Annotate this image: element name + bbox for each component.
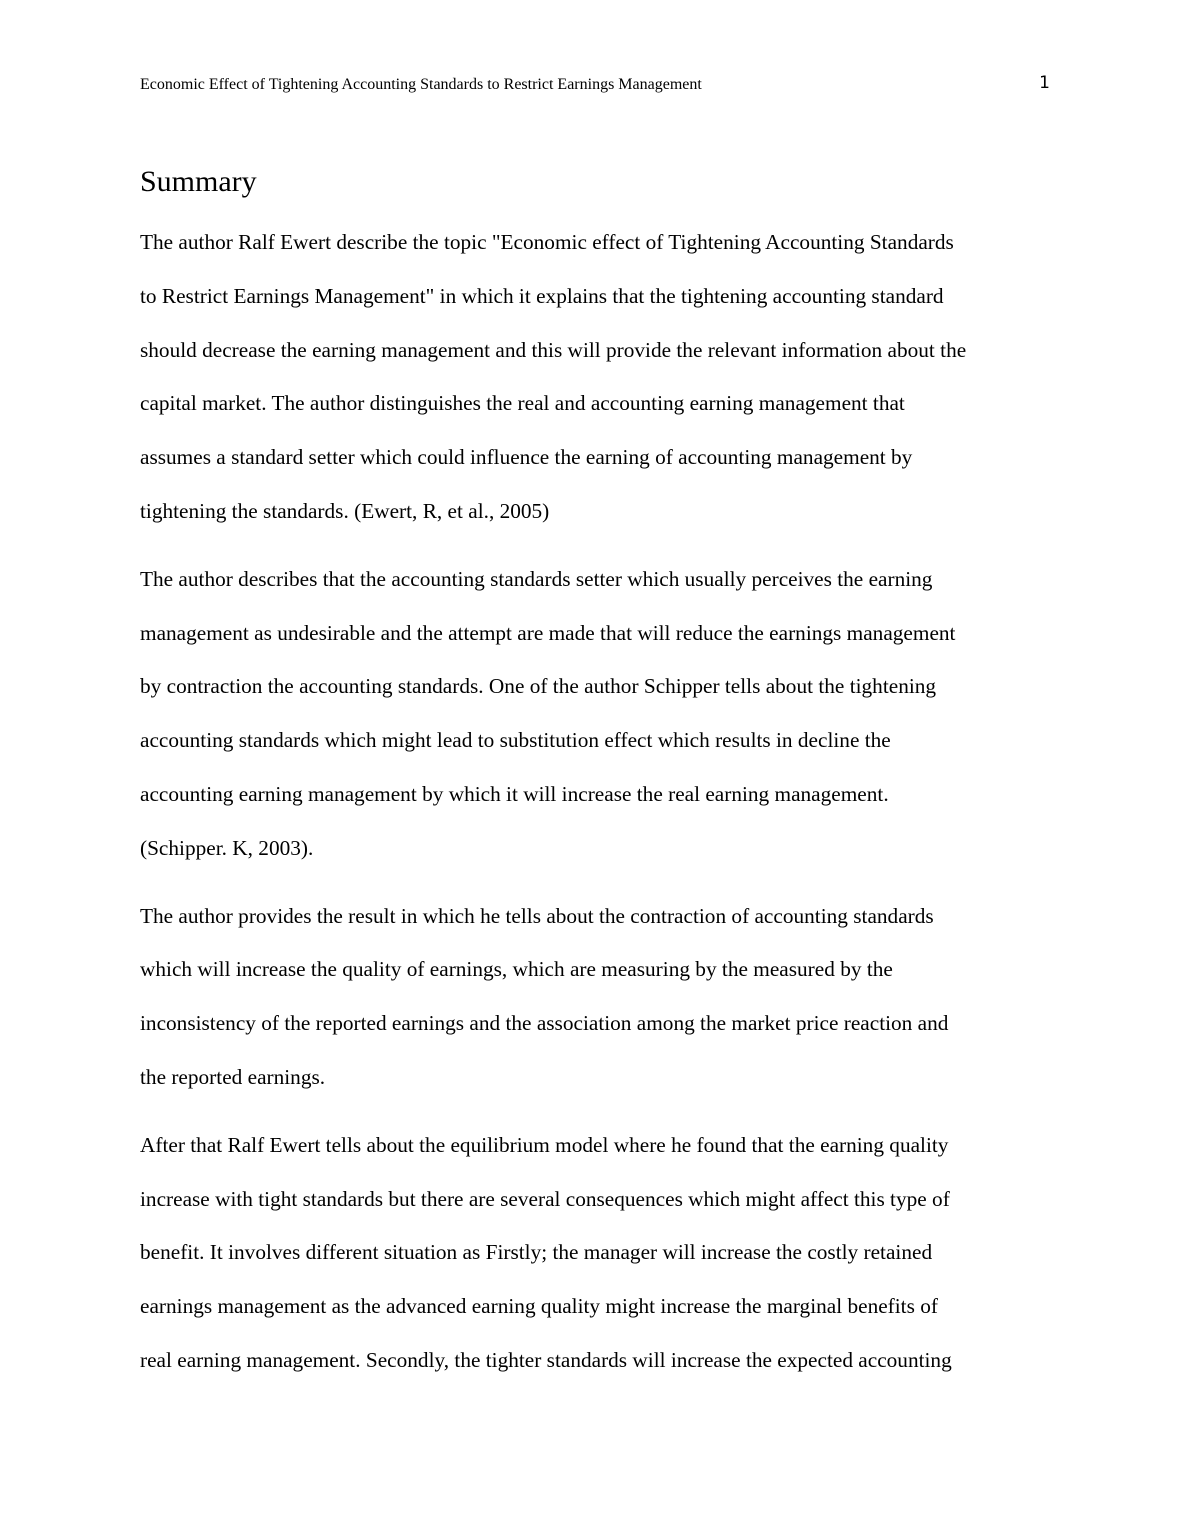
paragraph-3	[140, 890, 1052, 1105]
text-line: accounting earning management by which it will increase the real earning management.	[140, 781, 889, 806]
text-line: the reported earnings.	[140, 1064, 326, 1089]
text-line: The author describes that the accounting standards setter which usually perceives the earning	[140, 566, 933, 591]
paragraph-2	[140, 553, 1052, 876]
page-number: 1	[1039, 73, 1050, 93]
section-heading: Summary	[140, 165, 257, 198]
text-line: which will increase the quality of earnings, which are measuring by the measured by the	[140, 957, 893, 982]
text-line: The author Ralf Ewert describe the topic "Economic effect of Tightening Accounting Standards	[140, 230, 954, 254]
text-line: by contraction the accounting standards. One of the author Schipper tells about the tightening	[140, 674, 937, 699]
text-line: earnings management as the advanced earning quality might increase the marginal benefits of	[140, 1294, 938, 1319]
text-line: After that Ralf Ewert tells about the equilibrium model where he found that the earning quality	[140, 1132, 949, 1157]
text-line: to Restrict Earnings Management" in which it explains that the tightening accounting standard	[140, 283, 944, 308]
document-body	[140, 162, 1052, 1402]
paragraph-1	[140, 216, 1052, 539]
text-line: capital market. The author distinguishes the real and accounting earning management that	[140, 391, 905, 416]
text-line: accounting standards which might lead to substitution effect which results in decline the	[140, 728, 891, 753]
text-line: assumes a standard setter which could influence the earning of accounting management by	[140, 445, 913, 470]
text-line: increase with tight standards but there are several consequences which might affect this type of	[140, 1186, 950, 1211]
text-line: should decrease the earning management and this will provide the relevant information about the	[140, 337, 967, 362]
running-header-title: Economic Effect of Tightening Accounting Standards to Restrict Earnings Management	[140, 76, 702, 93]
text-line: The author provides the result in which he tells about the contraction of accounting standards	[140, 903, 934, 928]
text-line: benefit. It involves different situation as Firstly; the manager will increase the costly retained	[140, 1240, 933, 1265]
text-line: inconsistency of the reported earnings and the association among the market price reaction and	[140, 1011, 949, 1036]
text-line: management as undesirable and the attempt are made that will reduce the earnings management	[140, 620, 956, 645]
text-line: real earning management. Secondly, the tighter standards will increase the expected accounting	[140, 1347, 952, 1372]
text-line: tightening the standards. (Ewert, R, et al., 2005)	[140, 498, 550, 523]
paragraph-4	[140, 1119, 1052, 1388]
text-line: (Schipper. K, 2003).	[140, 835, 314, 860]
